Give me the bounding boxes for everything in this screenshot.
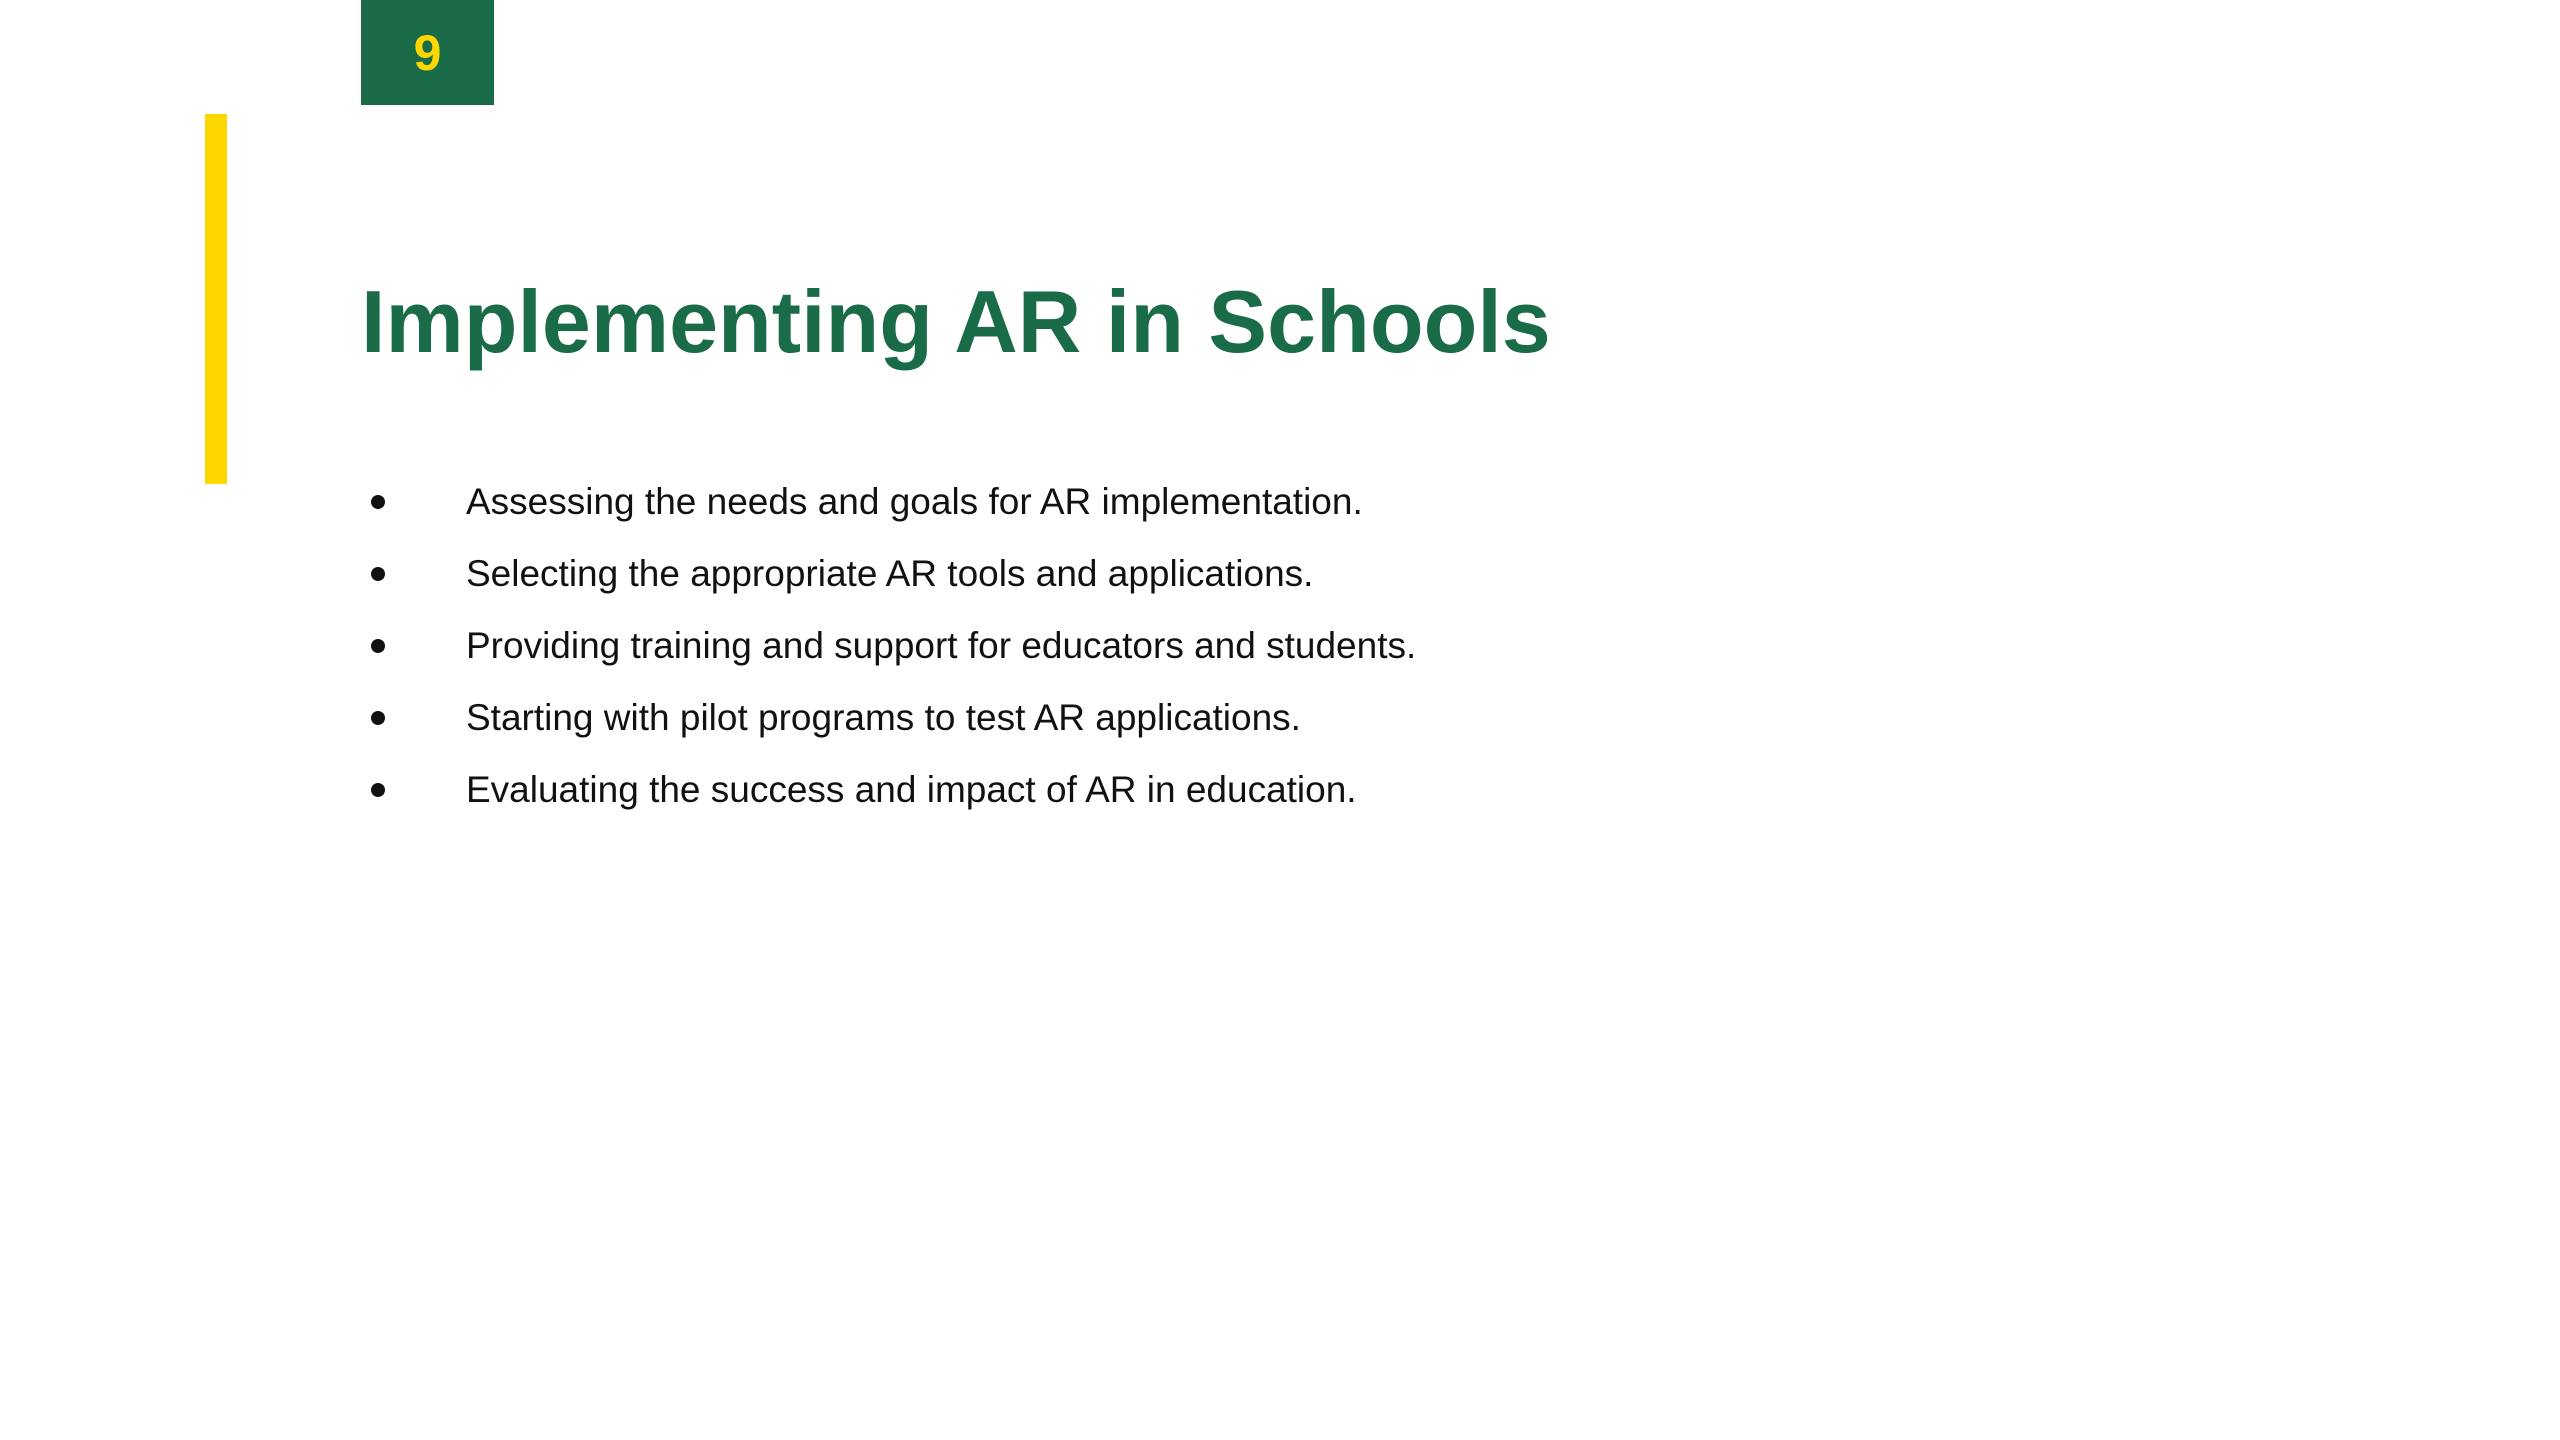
bullet-text: Assessing the needs and goals for AR implementation. [466,481,1363,522]
bullet-icon [371,495,385,509]
bullet-icon [371,567,385,581]
bullet-text: Starting with pilot programs to test AR applications. [466,697,1301,738]
bullet-icon [371,711,385,725]
bullet-text: Evaluating the success and impact of AR in education. [466,769,1357,810]
bullet-text: Selecting the appropriate AR tools and applications. [466,553,1314,594]
page-number-badge [361,0,494,105]
accent-bar [205,114,227,484]
slide-title: Implementing AR in Schools [361,272,1551,371]
page-number: 9 [413,24,442,81]
bullet-icon [371,783,385,797]
bullet-text: Providing training and support for educators and students. [466,625,1417,666]
bullet-icon [371,639,385,653]
